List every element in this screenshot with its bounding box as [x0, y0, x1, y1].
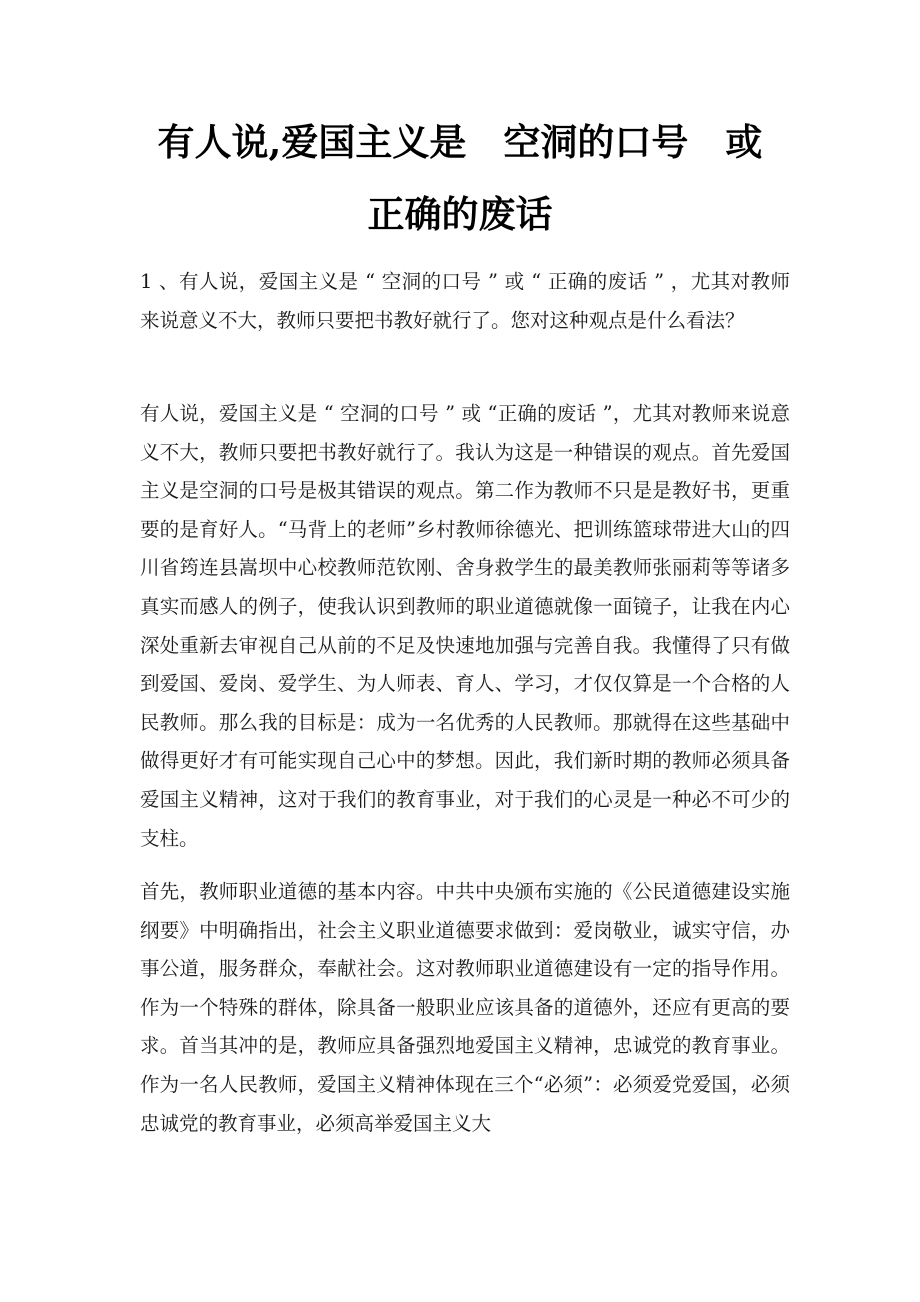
answer-paragraph: 有人说，爱国主义是 “ 空洞的口号 ” 或 “正确的废话 ”，尤其对教师来说意义不大，教师只要把书教好就行了。我认为这是一种错误的观点。首先爱国主义是空洞的口号是极其错误的观点。第二作为教师不只是是教好书，更重要的是育好人。“马背上的老师”乡村教师徐德光、把训练篮球带进大山的四川省筠连县嵩坝中心校教师范钦刚、舍身救学生的最美教师张丽莉等等诸多真实而感人的例子，使我认识到教师的职业道德就像一面镜子，让我在内心深处重新去审视自己从前的不足及快速地加强与完善自我。我懂得了只有做到爱国、爱岗、爱学生、为人师表、育人、学习，才仅仅算是一个合格的人民教师。那么我的目标是：成为一名优秀的人民教师。那就得在这些基础中做得更好才有可能实现自己心中的梦想。因此，我们新时期的教师必须具备爱国主义精神，这对于我们的教育事业，对于我们的心灵是一种必不可少的支柱。 [140, 402, 790, 850]
document-title-line-2: 正确的废话 [367, 192, 553, 236]
document-title-line-1: 有人说,爱国主义是 空洞的口号 或 [157, 120, 763, 164]
question-paragraph: 1 、有人说，爱国主义是 “ 空洞的口号 ” 或 “ 正确的废话 ” ，尤其对教师来说意义不大，教师只要把书教好就行了。您对这种观点是什么看法？ [140, 270, 790, 332]
body-paragraph: 首先，教师职业道德的基本内容。中共中央颁布实施的《公民道德建设实施纲要》中明确指出，社会主义职业道德要求做到：爱岗敬业，诚实守信，办事公道，服务群众，奉献社会。这对教师职业道德建设有一定的指导作用。作为一个特殊的群体，除具备一般职业应该具备的道德外，还应有更高的要求。首当其冲的是，教师应具备强烈地爱国主义精神，忠诚党的教育事业。作为一名人民教师，爱国主义精神体现在三个“必须”：必须爱党爱国，必须忠诚党的教育事业，必须高举爱国主义大 [140, 880, 790, 1135]
